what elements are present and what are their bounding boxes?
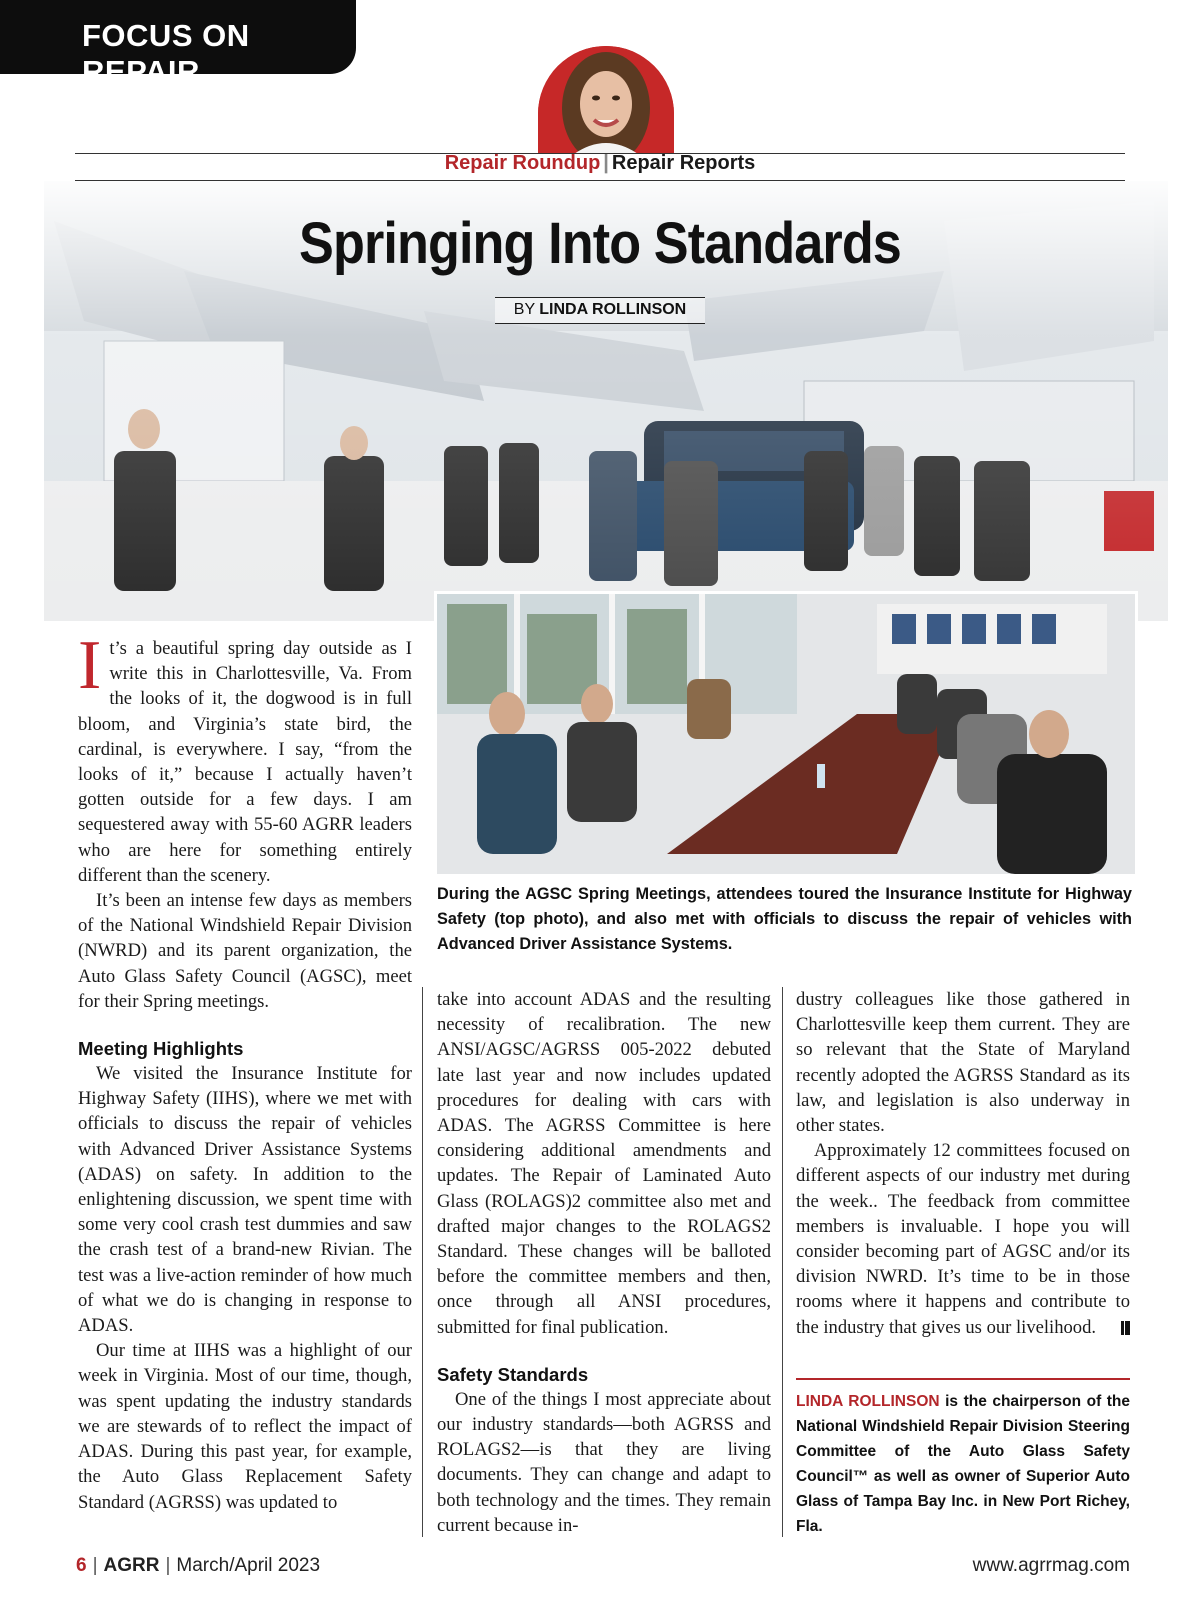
subhead-meeting-highlights: Meeting Highlights	[78, 1038, 244, 1060]
drop-cap: I	[78, 627, 102, 704]
paragraph-8	[796, 1138, 1130, 1340]
paragraph-2: It’s been an intense few days as members of the National Windshield Repair Division (NWRD) and its parent organization, the Auto Glass Safety Council (AGSC), meet for their Spring meetings.	[78, 890, 412, 1012]
meeting-photo	[434, 591, 1138, 877]
paragraph-4: Our time at IIHS was a highlight of our week in Virginia. Most of our time, though, was spent updating the industry standards we are stewards of to reflect the impact of ADAS. During this past year, for example, the Auto Glass Replacement Safety Standard (AGRSS) was updated to	[78, 1340, 412, 1513]
author-bio	[796, 1389, 1130, 1539]
section-primary: Repair Roundup	[444, 152, 601, 174]
article-headline: Springing Into Standards	[299, 211, 901, 276]
byline-prefix: BY	[513, 301, 535, 318]
article-column-3	[796, 987, 1130, 1340]
issue-date: March/April 2023	[176, 1555, 321, 1576]
photo-caption: During the AGSC Spring Meetings, attendees toured the Insurance Institute for Highway Safety (top photo), and also met with officials to discuss the repair of vehicles with Advanced Driver Assistance Systems.	[437, 885, 1132, 953]
footer-separator: |	[92, 1555, 98, 1576]
subhead-safety-standards: Safety Standards	[437, 1363, 589, 1385]
byline	[495, 297, 705, 324]
footer-separator-2: |	[165, 1555, 171, 1576]
byline-author: LINDA ROLLINSON	[539, 301, 687, 318]
bio-text: is the chairperson of the National Windshield Repair Division Steering Committee of the Auto Glass Safety Council™ as well as owner of Superior Auto Glass of Tampa Bay Inc. in New Port Richey, Fla.	[796, 1393, 1130, 1535]
paragraph-5: take into account ADAS and the resulting necessity of recalibration. The new ANSI/AGSC/AGRSS 005-2022 debuted late last year and now includes updated procedures for dealing with cars with ADAS. The AGRSS Committee is here considering additional amendments and updates. The Repair of Laminated Auto Glass (ROLAGS)2 committee also met and drafted major changes to the ROLAGS2 Standard. These changes will be balloted before the committee members and then, once through all ANSI procedures, submitted for final publication.	[437, 989, 771, 1338]
paragraph-intro	[78, 627, 412, 888]
bio-rule	[796, 1378, 1130, 1380]
paragraph-1: t’s a beautiful spring day outside as I write this in Charlottesville, Va. From the looks of it, the dogwood is in full bloom, and Virginia’s state bird, the cardinal, is everywhere. I say, “from the looks of it,” because I actually haven’t gotten outside for a few days. I am sequestered away with 55-60 AGRR leaders who are here for something entirely different than the scenery.	[78, 638, 412, 886]
paragraph-6: One of the things I most appreciate about our industry standards—both AGRSS and ROLAGS2—is that they are living documents. They can change and adapt to both technology and the times. They remain current because in-	[437, 1388, 771, 1536]
article-column-1	[78, 627, 412, 1515]
page-number: 6	[76, 1555, 87, 1576]
paragraph-3: We visited the Insurance Institute for Highway Safety (IIHS), where we met with officials to discuss the repair of vehicles with Advanced Driver Assistance Systems (ADAS) on safety. In addition to the enlightening discussion, we spent time with some very cool crash test dummies and saw the crash test of a brand-new Rivian. The test was a live-action reminder of how much of what we do is changing in response to ADAS.	[78, 1063, 412, 1337]
section-banner: FOCUS ON REPAIR	[0, 0, 356, 74]
end-of-article-icon	[1121, 1321, 1130, 1335]
column-divider-1	[422, 987, 423, 1537]
page-footer	[76, 1555, 320, 1577]
magazine-name: AGRR	[103, 1555, 160, 1576]
article-column-2	[437, 987, 771, 1538]
section-label	[0, 152, 1200, 175]
section-separator: |	[603, 152, 609, 174]
paragraph-7: dustry colleagues like those gathered in Charlottesville keep them current. They are so relevant that the State of Maryland recently adopted the AGRSS Standard as its law, and legislation is also underway in other states.	[796, 989, 1130, 1137]
website-url[interactable]: www.agrrmag.com	[972, 1555, 1130, 1576]
author-photo	[538, 46, 674, 154]
paragraph-8-text: Approximately 12 committees focused on different aspects of our industry met during the week.. The feedback from committee members is invaluable. I hope you will consider becoming part of AGSC and/or its division NWRD. It’s time to be in those rooms where it happens and contribute to the industry that gives us our livelihood.	[796, 1140, 1130, 1338]
column-divider-2	[782, 987, 783, 1537]
bio-name: LINDA ROLLINSON	[796, 1393, 940, 1410]
section-secondary: Repair Reports	[611, 152, 756, 174]
